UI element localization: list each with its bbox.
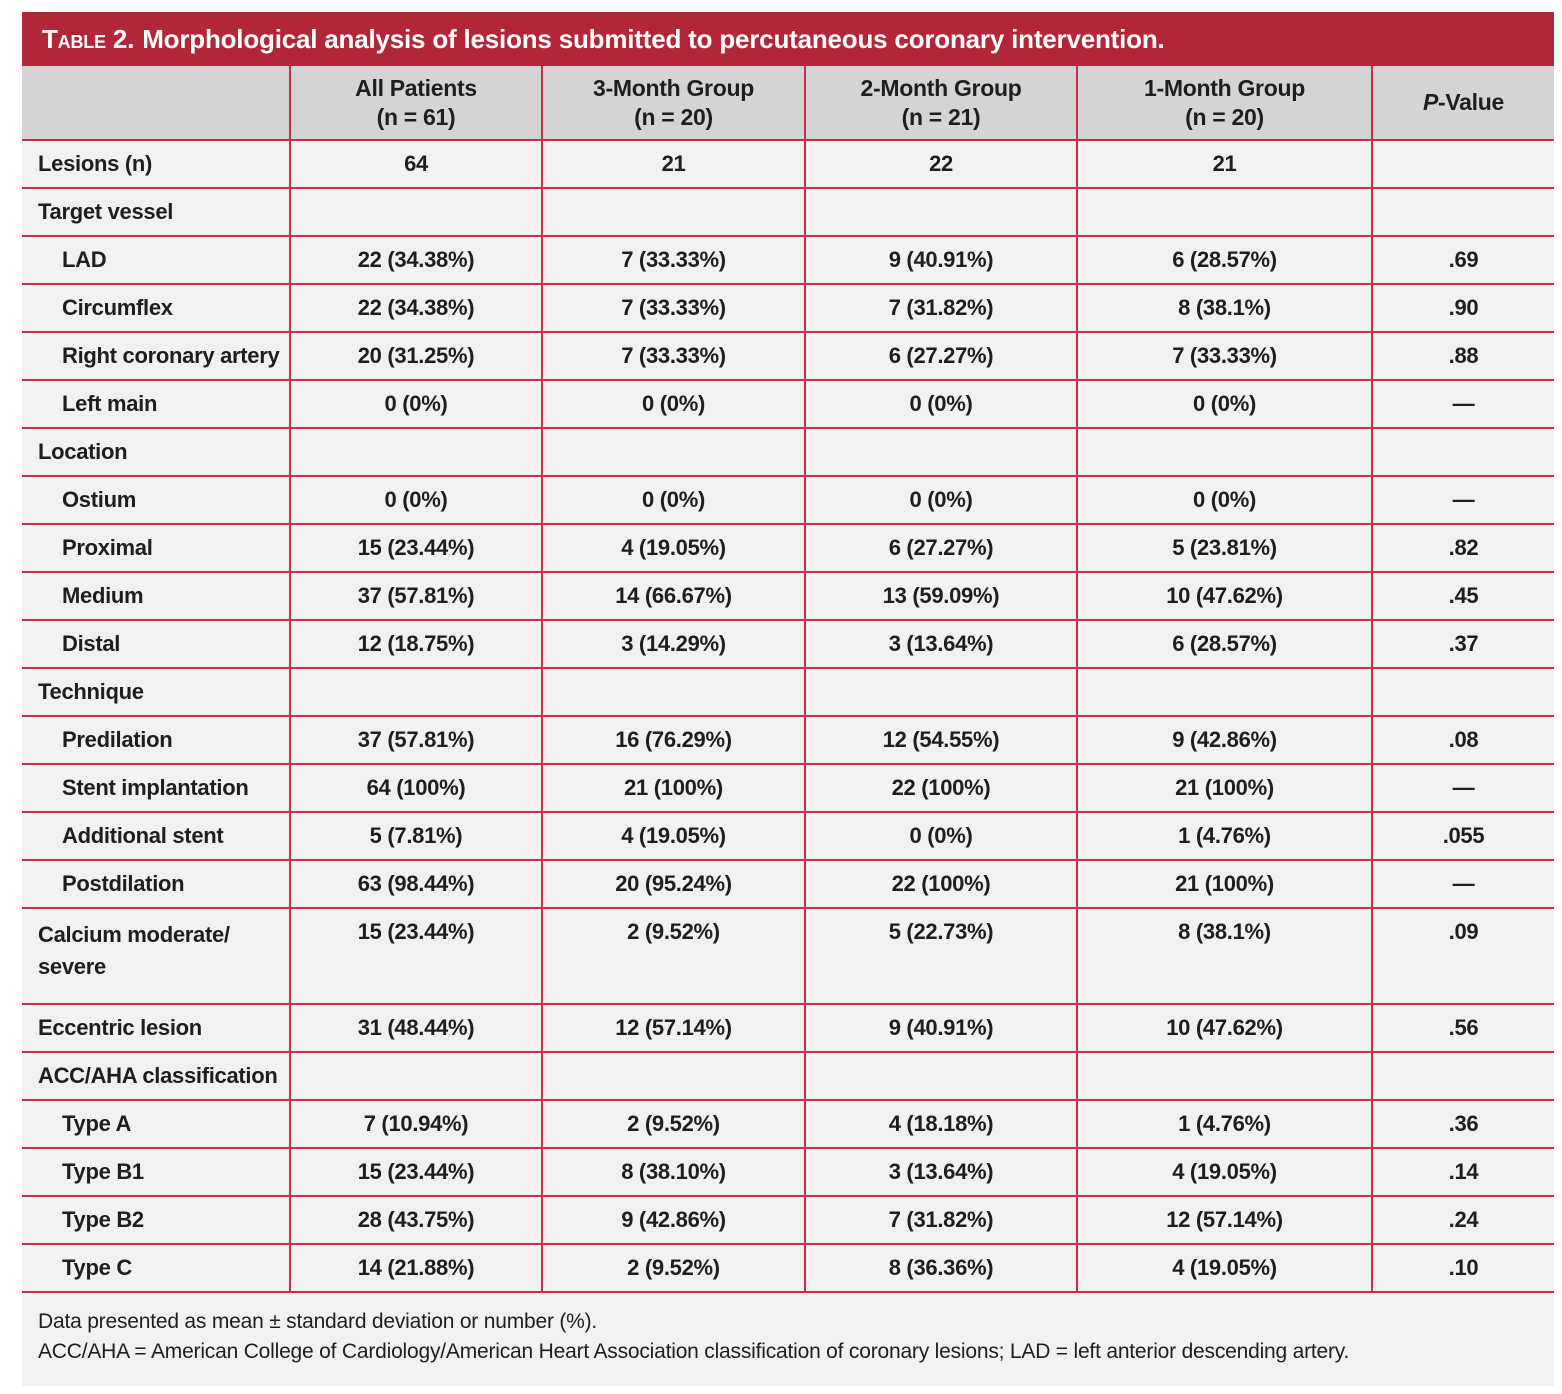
column-header-line2: (n = 61) (376, 103, 456, 130)
table-sheet (22, 12, 1554, 1386)
section-row (22, 428, 1554, 476)
cell-value: 15 (23.44%) (290, 1148, 542, 1196)
cell-value: 6 (27.27%) (805, 524, 1077, 572)
cell-value: 12 (18.75%) (290, 620, 542, 668)
cell-value: 3 (13.64%) (805, 1148, 1077, 1196)
cell-value: .055 (1372, 812, 1554, 860)
cell-value: 22 (805, 140, 1077, 188)
cell-value: 9 (40.91%) (805, 236, 1077, 284)
cell-value: .08 (1372, 716, 1554, 764)
row-label: Type B1 (22, 1148, 290, 1196)
cell-value (1372, 668, 1554, 716)
column-header (1372, 66, 1554, 140)
table-row (22, 380, 1554, 428)
cell-value: — (1372, 476, 1554, 524)
column-header-line1: All Patients (355, 75, 477, 102)
cell-value: 21 (100%) (1077, 860, 1372, 908)
cell-value (805, 428, 1077, 476)
cell-value: 0 (0%) (1077, 476, 1372, 524)
cell-value: 2 (9.52%) (542, 1244, 805, 1292)
cell-value: 7 (31.82%) (805, 284, 1077, 332)
cell-value: 5 (22.73%) (805, 908, 1077, 1004)
column-header-line1: -Value (1438, 89, 1504, 116)
table-row (22, 572, 1554, 620)
cell-value: 4 (19.05%) (1077, 1148, 1372, 1196)
cell-value: 63 (98.44%) (290, 860, 542, 908)
cell-value: 13 (59.09%) (805, 572, 1077, 620)
table-row (22, 140, 1554, 188)
column-header (805, 66, 1077, 140)
cell-value (1372, 140, 1554, 188)
table-row (22, 764, 1554, 812)
column-header-line1: 3-Month Group (593, 75, 754, 102)
column-header-line1: 2-Month Group (860, 75, 1022, 102)
row-label: Circumflex (22, 284, 290, 332)
cell-value (1077, 188, 1372, 236)
cell-value: 1 (4.76%) (1077, 812, 1372, 860)
cell-value: .24 (1372, 1196, 1554, 1244)
cell-value: 7 (33.33%) (542, 236, 805, 284)
cell-value: .82 (1372, 524, 1554, 572)
cell-value: 0 (0%) (542, 380, 805, 428)
table-row (22, 716, 1554, 764)
footnote-block (22, 1293, 1554, 1386)
cell-value (1372, 1052, 1554, 1100)
cell-value: 0 (0%) (805, 476, 1077, 524)
corner-cell (22, 66, 290, 140)
data-table (22, 66, 1554, 1293)
cell-value: .88 (1372, 332, 1554, 380)
cell-value: 6 (27.27%) (805, 332, 1077, 380)
cell-value: 0 (0%) (542, 476, 805, 524)
cell-value: 20 (95.24%) (542, 860, 805, 908)
row-label (22, 908, 290, 1004)
column-header (1077, 66, 1372, 140)
column-header-row (22, 66, 1554, 140)
table-row (22, 812, 1554, 860)
cell-value (1077, 668, 1372, 716)
table-row (22, 620, 1554, 668)
row-label: Type B2 (22, 1196, 290, 1244)
cell-value: 22 (34.38%) (290, 236, 542, 284)
table-row (22, 332, 1554, 380)
cell-value (542, 188, 805, 236)
column-header-line2: (n = 20) (1185, 103, 1264, 130)
cell-value: 12 (54.55%) (805, 716, 1077, 764)
cell-value (542, 668, 805, 716)
cell-value: 22 (100%) (805, 860, 1077, 908)
row-label: ACC/AHA classification (22, 1052, 290, 1100)
table-row (22, 236, 1554, 284)
cell-value: 0 (0%) (805, 380, 1077, 428)
cell-value: 2 (9.52%) (542, 1100, 805, 1148)
cell-value: 9 (40.91%) (805, 1004, 1077, 1052)
cell-value (290, 428, 542, 476)
cell-value: 0 (0%) (1077, 380, 1372, 428)
row-label: Type C (22, 1244, 290, 1292)
row-label: LAD (22, 236, 290, 284)
row-label: Ostium (22, 476, 290, 524)
table-row (22, 1100, 1554, 1148)
cell-value: 21 (542, 140, 805, 188)
cell-value: — (1372, 764, 1554, 812)
cell-value: .37 (1372, 620, 1554, 668)
row-label: Type A (22, 1100, 290, 1148)
cell-value: .09 (1372, 908, 1554, 1004)
cell-value: 7 (10.94%) (290, 1100, 542, 1148)
cell-value: .90 (1372, 284, 1554, 332)
cell-value: 14 (21.88%) (290, 1244, 542, 1292)
cell-value (542, 428, 805, 476)
column-header (290, 66, 542, 140)
cell-value: 28 (43.75%) (290, 1196, 542, 1244)
row-label: Target vessel (22, 188, 290, 236)
cell-value: 8 (38.10%) (542, 1148, 805, 1196)
cell-value: 5 (7.81%) (290, 812, 542, 860)
cell-value: 15 (23.44%) (290, 908, 542, 1004)
cell-value (805, 1052, 1077, 1100)
cell-value: 2 (9.52%) (542, 908, 805, 1004)
column-header (542, 66, 805, 140)
cell-value: 10 (47.62%) (1077, 1004, 1372, 1052)
table-title-text: Morphological analysis of lesions submitted to percutaneous coronary intervention. (142, 23, 1165, 54)
cell-value (1077, 1052, 1372, 1100)
cell-value (290, 1052, 542, 1100)
row-label: Predilation (22, 716, 290, 764)
cell-value (1372, 188, 1554, 236)
table-row (22, 284, 1554, 332)
cell-value: 37 (57.81%) (290, 716, 542, 764)
row-label: Left main (22, 380, 290, 428)
table-number: Table 2. (42, 23, 135, 54)
cell-value: .14 (1372, 1148, 1554, 1196)
cell-value: 64 (290, 140, 542, 188)
cell-value: 7 (33.33%) (542, 332, 805, 380)
table-row (22, 476, 1554, 524)
cell-value: .10 (1372, 1244, 1554, 1292)
table-row (22, 1004, 1554, 1052)
cell-value: 4 (18.18%) (805, 1100, 1077, 1148)
cell-value: 9 (42.86%) (542, 1196, 805, 1244)
cell-value: 5 (23.81%) (1077, 524, 1372, 572)
cell-value: 0 (0%) (805, 812, 1077, 860)
cell-value: 0 (0%) (290, 476, 542, 524)
cell-value: 10 (47.62%) (1077, 572, 1372, 620)
row-label: Postdilation (22, 860, 290, 908)
cell-value: 22 (100%) (805, 764, 1077, 812)
section-row (22, 668, 1554, 716)
cell-value: 15 (23.44%) (290, 524, 542, 572)
cell-value: 12 (57.14%) (542, 1004, 805, 1052)
table-row (22, 1196, 1554, 1244)
cell-value: 64 (100%) (290, 764, 542, 812)
cell-value: 6 (28.57%) (1077, 620, 1372, 668)
row-label: Stent implantation (22, 764, 290, 812)
cell-value: 4 (19.05%) (542, 812, 805, 860)
cell-value (290, 668, 542, 716)
cell-value (805, 668, 1077, 716)
section-row (22, 188, 1554, 236)
cell-value: 22 (34.38%) (290, 284, 542, 332)
cell-value: 8 (38.1%) (1077, 908, 1372, 1004)
cell-value: 7 (33.33%) (1077, 332, 1372, 380)
cell-value: 37 (57.81%) (290, 572, 542, 620)
column-header-line2: (n = 20) (634, 103, 713, 130)
cell-value: 21 (1077, 140, 1372, 188)
table-row (22, 860, 1554, 908)
cell-value: — (1372, 860, 1554, 908)
row-label: Technique (22, 668, 290, 716)
cell-value: 7 (31.82%) (805, 1196, 1077, 1244)
table-row (22, 524, 1554, 572)
table-row (22, 908, 1554, 1004)
footnote-line: Data presented as mean ± standard deviation or number (%). (38, 1310, 598, 1333)
cell-value: 14 (66.67%) (542, 572, 805, 620)
cell-value (805, 188, 1077, 236)
table-title (42, 24, 1165, 55)
cell-value: — (1372, 380, 1554, 428)
cell-value: .69 (1372, 236, 1554, 284)
row-label-line: severe (38, 953, 106, 979)
row-label: Additional stent (22, 812, 290, 860)
cell-value: 1 (4.76%) (1077, 1100, 1372, 1148)
cell-value: 4 (19.05%) (542, 524, 805, 572)
cell-value: .56 (1372, 1004, 1554, 1052)
row-label-line: Calcium moderate/ (38, 922, 230, 947)
cell-value: 31 (48.44%) (290, 1004, 542, 1052)
cell-value: 16 (76.29%) (542, 716, 805, 764)
row-label: Distal (22, 620, 290, 668)
cell-value: .36 (1372, 1100, 1554, 1148)
cell-value (1077, 428, 1372, 476)
cell-value (1372, 428, 1554, 476)
section-row (22, 1052, 1554, 1100)
cell-value: 21 (100%) (1077, 764, 1372, 812)
row-label: Lesions (n) (22, 140, 290, 188)
table-row (22, 1244, 1554, 1292)
row-label: Proximal (22, 524, 290, 572)
cell-value: 12 (57.14%) (1077, 1196, 1372, 1244)
cell-value: 6 (28.57%) (1077, 236, 1372, 284)
table-head (22, 66, 1554, 140)
cell-value: 7 (33.33%) (542, 284, 805, 332)
cell-value: 8 (36.36%) (805, 1244, 1077, 1292)
cell-value: 3 (13.64%) (805, 620, 1077, 668)
table-title-bar (22, 12, 1554, 66)
cell-value: 0 (0%) (290, 380, 542, 428)
cell-value: 20 (31.25%) (290, 332, 542, 380)
cell-value: 9 (42.86%) (1077, 716, 1372, 764)
footnote-line: ACC/AHA = American College of Cardiology/American Heart Association classification of coronary lesions; LAD = left anterior descending artery. (38, 1340, 1350, 1364)
table-body (22, 140, 1554, 1292)
cell-value: 21 (100%) (542, 764, 805, 812)
row-label: Location (22, 428, 290, 476)
cell-value (542, 1052, 805, 1100)
table-row (22, 1148, 1554, 1196)
cell-value: .45 (1372, 572, 1554, 620)
row-label: Eccentric lesion (22, 1004, 290, 1052)
column-header-line1: 1-Month Group (1144, 75, 1305, 102)
cell-value: 4 (19.05%) (1077, 1244, 1372, 1292)
cell-value: 8 (38.1%) (1077, 284, 1372, 332)
column-header-italic: P (1422, 89, 1439, 116)
row-label: Medium (22, 572, 290, 620)
cell-value (290, 188, 542, 236)
cell-value: 3 (14.29%) (542, 620, 805, 668)
row-label: Right coronary artery (22, 332, 290, 380)
column-header-line2: (n = 21) (901, 103, 981, 130)
